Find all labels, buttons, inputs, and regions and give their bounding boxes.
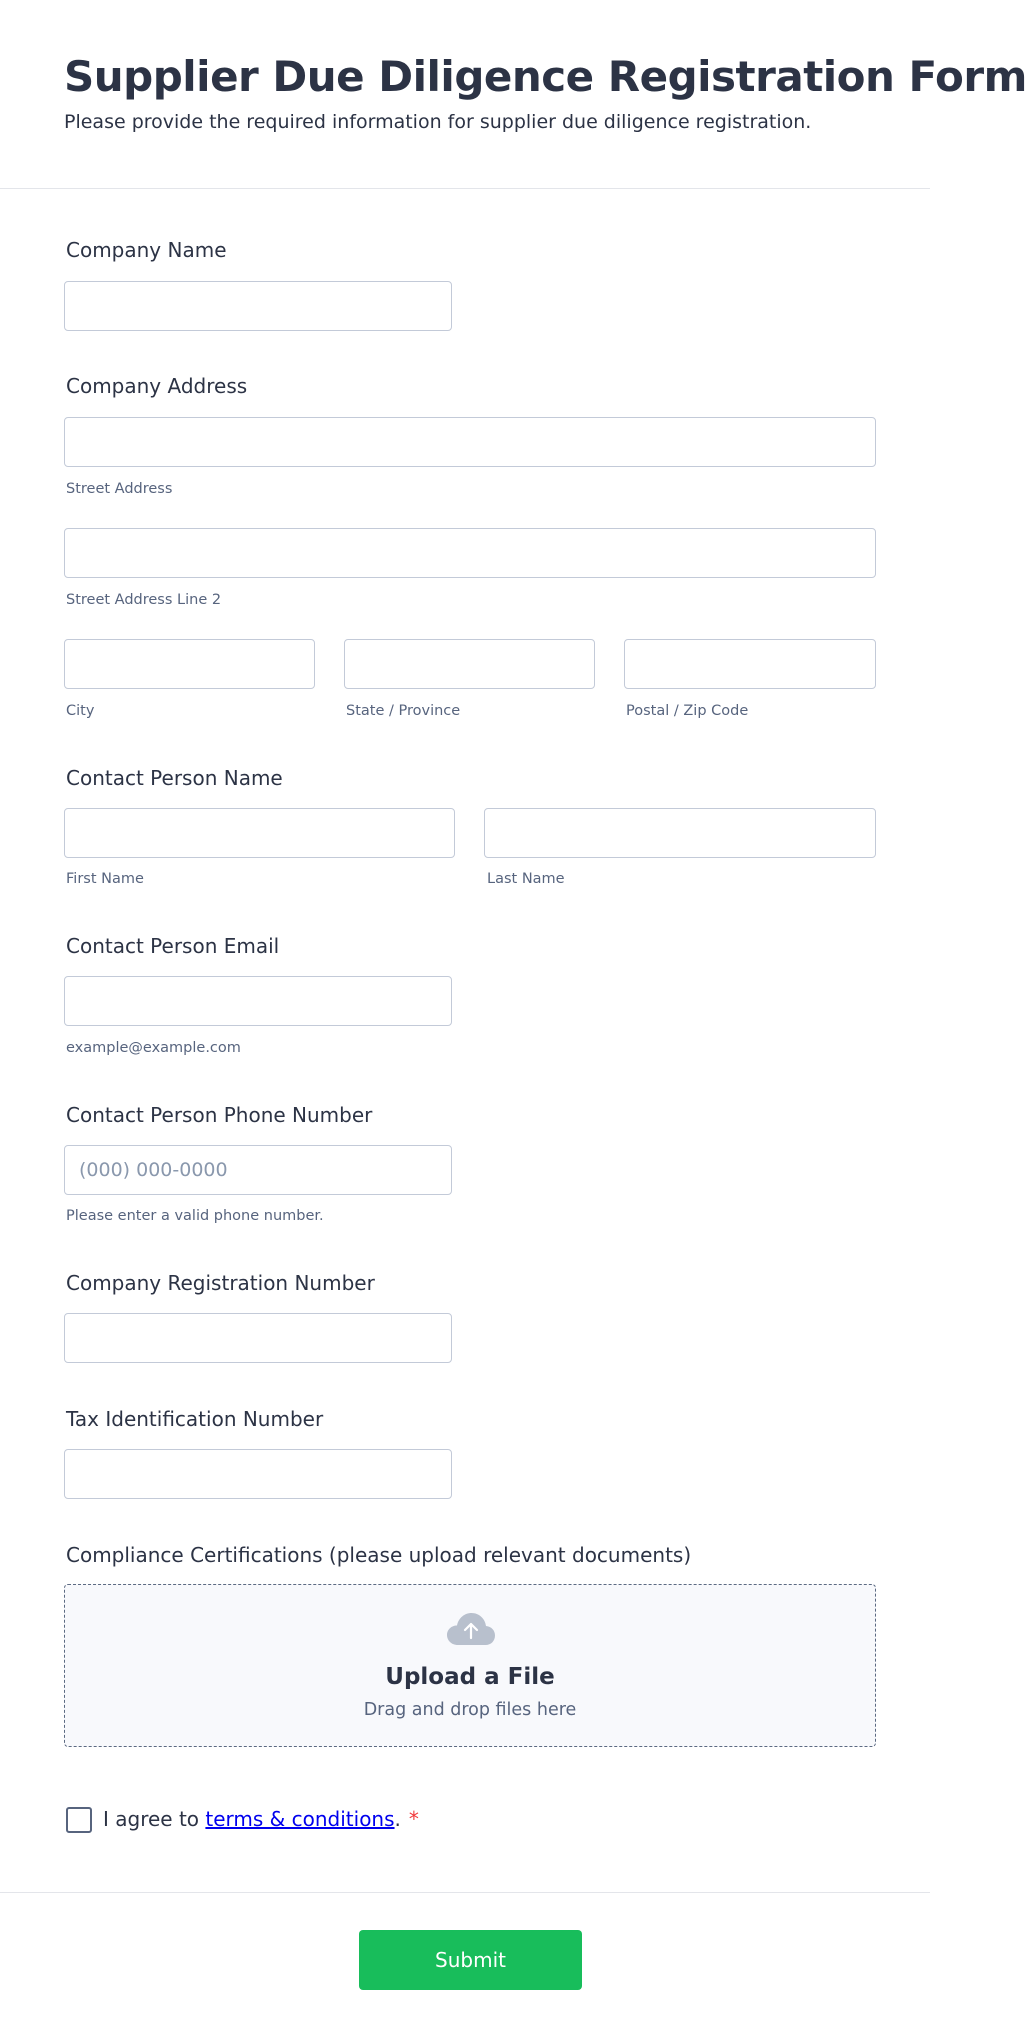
form-subtitle: Please provide the required information for supplier due diligence registration. bbox=[64, 111, 812, 133]
state-province-sublabel: State / Province bbox=[346, 703, 461, 719]
upload-hint: Drag and drop files here bbox=[363, 1700, 577, 1720]
tax-id-input[interactable] bbox=[64, 1449, 452, 1499]
first-name-sublabel: First Name bbox=[66, 871, 144, 887]
street-address-input[interactable] bbox=[64, 417, 876, 467]
terms-checkbox[interactable] bbox=[66, 1807, 92, 1833]
upload-title: Upload a File bbox=[385, 1664, 555, 1690]
contact-email-input[interactable] bbox=[64, 976, 452, 1026]
terms-link[interactable]: terms & conditions bbox=[205, 1807, 395, 1831]
footer-divider bbox=[0, 1892, 930, 1893]
postal-code-sublabel: Postal / Zip Code bbox=[626, 703, 749, 719]
required-mark: * bbox=[408, 1807, 419, 1831]
street-address-line2-sublabel: Street Address Line 2 bbox=[66, 592, 222, 608]
contact-email-sublabel: example@example.com bbox=[66, 1040, 241, 1056]
street-address-line2-input[interactable] bbox=[64, 528, 876, 578]
tax-id-label: Tax Identification Number bbox=[66, 1407, 324, 1431]
company-name-input[interactable] bbox=[64, 281, 452, 331]
contact-phone-input[interactable] bbox=[64, 1145, 452, 1195]
file-upload-dropzone[interactable] bbox=[64, 1584, 876, 1747]
last-name-input[interactable] bbox=[484, 808, 876, 858]
terms-suffix: . bbox=[394, 1807, 401, 1831]
registration-number-input[interactable] bbox=[64, 1313, 452, 1363]
company-name-label: Company Name bbox=[66, 238, 227, 262]
contact-name-label: Contact Person Name bbox=[66, 766, 283, 790]
postal-code-input[interactable] bbox=[624, 639, 876, 689]
terms-text bbox=[103, 1807, 419, 1831]
street-address-sublabel: Street Address bbox=[66, 481, 173, 497]
submit-button[interactable]: Submit bbox=[359, 1930, 582, 1990]
city-input[interactable] bbox=[64, 639, 315, 689]
contact-phone-label: Contact Person Phone Number bbox=[66, 1103, 373, 1127]
company-address-label: Company Address bbox=[66, 374, 248, 398]
registration-number-label: Company Registration Number bbox=[66, 1271, 375, 1295]
form-title: Supplier Due Diligence Registration Form bbox=[64, 52, 1027, 101]
state-province-input[interactable] bbox=[344, 639, 595, 689]
last-name-sublabel: Last Name bbox=[487, 871, 565, 887]
contact-email-label: Contact Person Email bbox=[66, 934, 280, 958]
city-sublabel: City bbox=[66, 703, 95, 719]
certifications-label: Compliance Certifications (please upload relevant documents) bbox=[66, 1543, 692, 1567]
form-header bbox=[0, 0, 1027, 189]
terms-prefix: I agree to bbox=[103, 1807, 206, 1831]
cloud-upload-icon bbox=[446, 1611, 496, 1647]
first-name-input[interactable] bbox=[64, 808, 455, 858]
contact-phone-sublabel: Please enter a valid phone number. bbox=[66, 1208, 324, 1224]
